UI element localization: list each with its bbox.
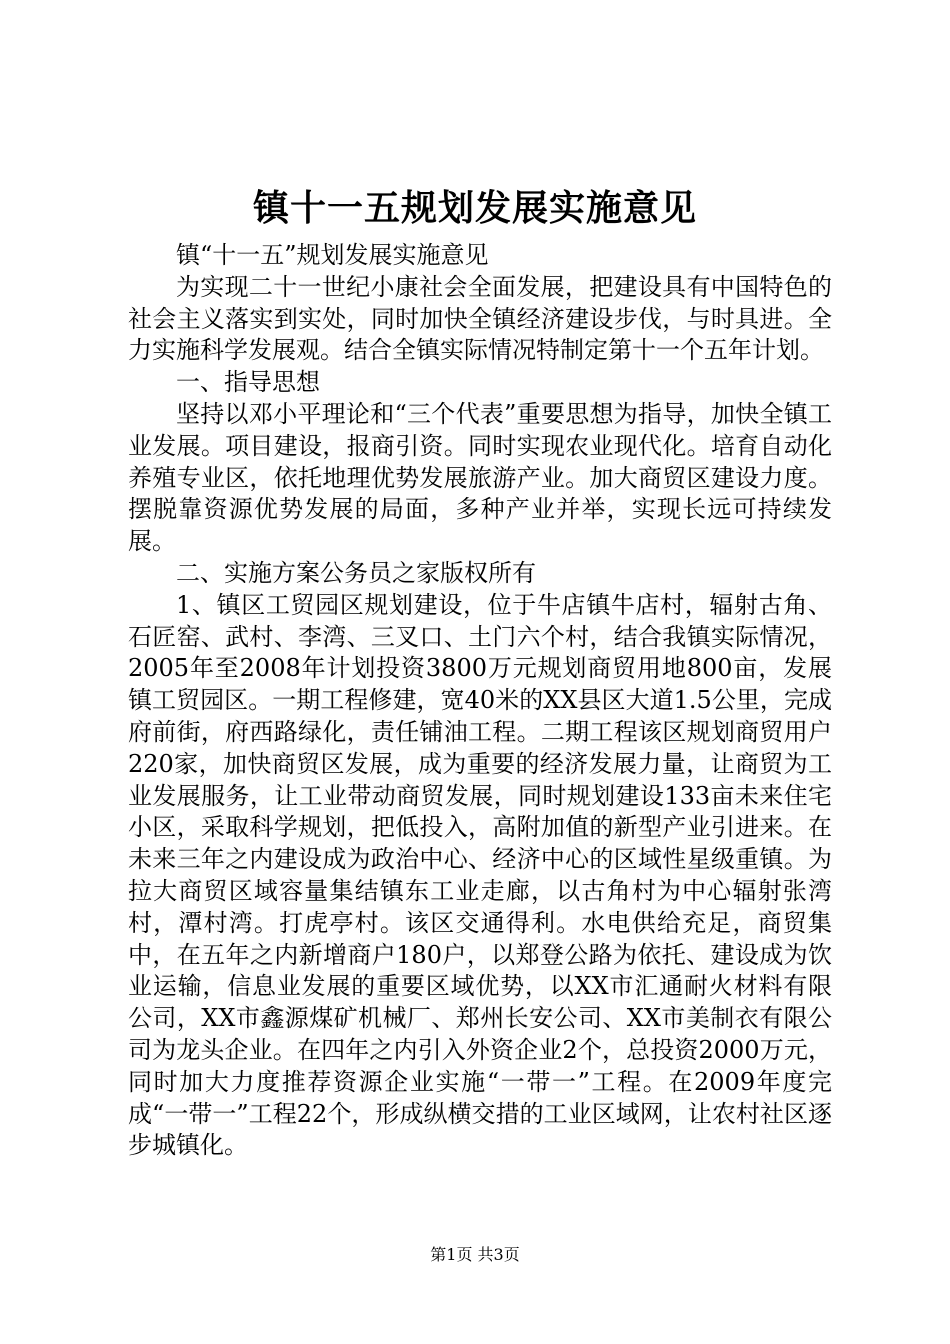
- guiding-thought-paragraph: 坚持以邓小平理论和“三个代表”重要思想为指导，加快全镇工业发展。项目建设，报商引资。同时实现农业现代化。培育自动化养殖专业区，依托地理优势发展旅游产业。加大商贸区建设力度。摆脱靠资源优势发展的局面，多种产业并举，实现长远可持续发展。: [128, 399, 832, 556]
- implementation-paragraph: 1、镇区工贸园区规划建设，位于牛店镇牛店村，辐射古角、石匠窑、武村、李湾、三叉口、土门六个村，结合我镇实际情况，2005年至2008年计划投资3800万元规划商贸用地800亩，发展镇工贸园区。一期工程修建，宽40米的XX县区大道1.5公里，完成府前街，府西路绿化，责任铺油工程。二期工程该区规划商贸用户220家，加快商贸区发展，成为重要的经济发展力量，让商贸为工业发展服务，让工业带动商贸发展，同时规划建设133亩未来住宅小区，采取科学规划，把低投入，高附加值的新型产业引进来。在未来三年之内建设成为政治中心、经济中心的区域性星级重镇。为拉大商贸区域容量集结镇东工业走廊，以古角村为中心辐射张湾村，潭村湾。打虎亭村。该区交通得利。水电供给充足，商贸集中，在五年之内新增商户180户，以郑登公路为依托、建设成为饮业运输，信息业发展的重要区域优势，以XX市汇通耐火材料有限公司，XX市鑫源煤矿机械厂、郑州长安公司、XX市美制衣有限公司为龙头企业。在四年之内引入外资企业2个，总投资2000万元，同时加大力度推荐资源企业实施“一带一”工程。在2009年度完成“一带一”工程22个，形成纵横交措的工业区域网，让农村社区逐步城镇化。: [128, 590, 832, 1160]
- subtitle-paragraph: 镇“十一五”规划发展实施意见: [176, 241, 489, 269]
- document-body: [128, 240, 832, 1162]
- intro-paragraph: 为实现二十一世纪小康社会全面发展，把建设具有中国特色的社会主义落实到实处，同时加快全镇经济建设步伐，与时具进。全力实施科学发展观。结合全镇实际情况特制定第十一个五年计划。: [128, 272, 832, 365]
- section-heading-implementation: 二、实施方案公务员之家版权所有: [176, 558, 536, 587]
- page-footer: 第1页 共3页: [430, 1245, 520, 1264]
- section-heading-guiding-thought: 一、指导思想: [176, 368, 320, 397]
- document-title: 镇十一五规划发展实施意见: [252, 187, 697, 229]
